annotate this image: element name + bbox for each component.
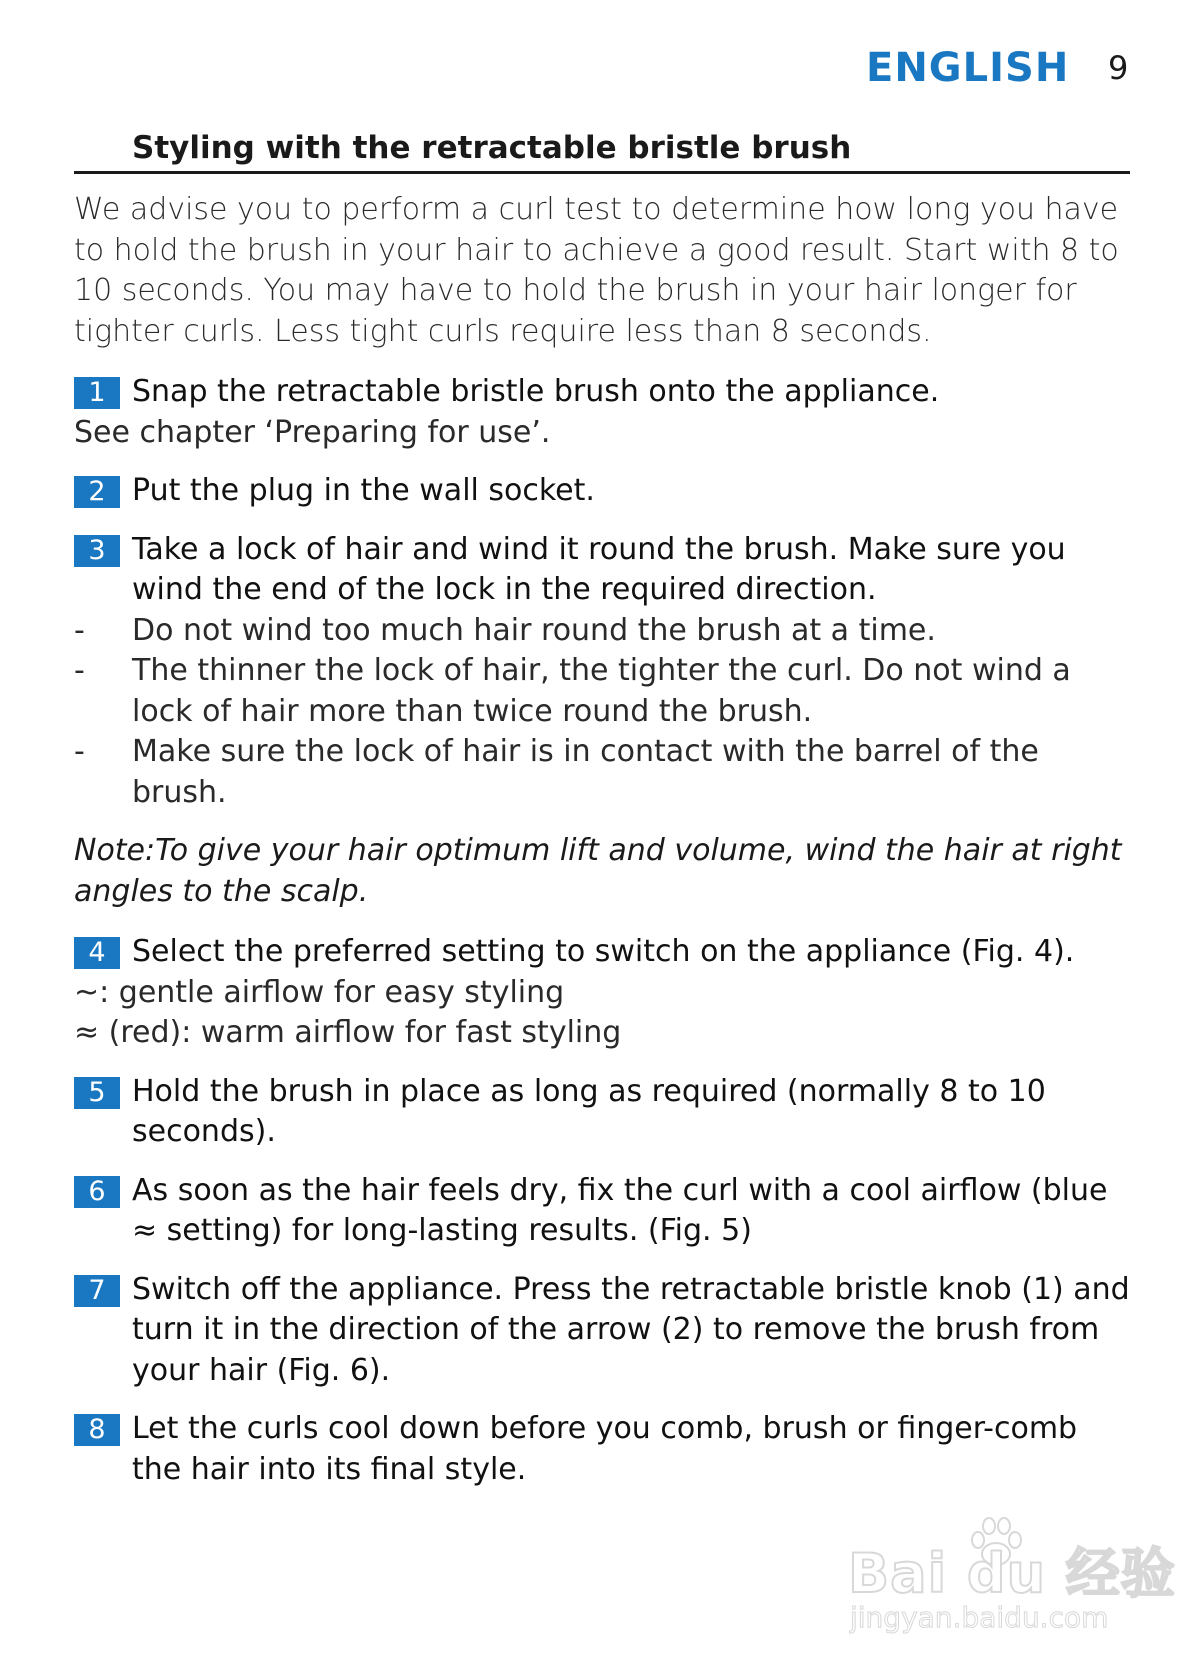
bullet-item <box>74 651 1134 732</box>
step-text: Switch off the appliance. Press the retractable bristle knob (1) and turn it in the direction of the arrow (2) to remove the brush from your hair (Fig. 6). <box>132 1271 1130 1388</box>
step-heading <box>74 530 1134 611</box>
step-4 <box>74 932 1134 1054</box>
step-number-badge: 5 <box>74 1077 120 1109</box>
step-7 <box>74 1270 1134 1392</box>
step-heading <box>74 372 1134 413</box>
step-text: Put the plug in the wall socket. <box>132 473 595 508</box>
step-followup: See chapter ‘Preparing for use’. <box>74 414 551 450</box>
step-text: As soon as the hair feels dry, fix the curl with a cool airflow (blue ≈ setting) for long-lasting results. (Fig. 5) <box>132 1172 1108 1248</box>
baidu-watermark <box>848 1514 1176 1634</box>
step-text: Select the preferred setting to switch on the appliance (Fig. 4). <box>132 934 1075 969</box>
step-heading <box>74 471 1134 512</box>
step-text: Let the curls cool down before you comb, brush or finger-comb the hair into its final style. <box>132 1411 1078 1487</box>
section-title: Styling with the retractable bristle brush <box>132 130 852 166</box>
language-header: ENGLISH <box>866 45 1070 91</box>
note-label: Note: <box>74 833 156 868</box>
step-8 <box>74 1409 1134 1490</box>
bullet-item <box>74 732 1134 813</box>
note-text: To give your hair optimum lift and volume, wind the hair at right angles to the scalp. <box>74 833 1122 909</box>
step-2 <box>74 471 1134 512</box>
bullet-item <box>74 611 1134 652</box>
step-number-badge: 6 <box>74 1176 120 1208</box>
step-text: Snap the retractable bristle brush onto the appliance. <box>132 374 940 409</box>
step-heading <box>74 1171 1134 1252</box>
step-heading <box>74 1072 1134 1153</box>
bullet-dash: - <box>74 653 85 688</box>
step-5 <box>74 1072 1134 1153</box>
setting-gentle: ~: gentle airflow for easy styling <box>74 974 565 1010</box>
setting-warm: ≈ (red): warm airflow for fast styling <box>74 1015 622 1050</box>
step-heading <box>74 932 1134 973</box>
watermark-logo-text: Bai du 经验 <box>848 1542 1176 1605</box>
content-body <box>74 190 1134 1508</box>
step-1 <box>74 372 1134 453</box>
step-text: Hold the brush in place as long as required (normally 8 to 10 seconds). <box>132 1073 1046 1149</box>
bullet-text: Do not wind too much hair round the brush at a time. <box>132 612 936 648</box>
step-number-badge: 3 <box>74 535 120 567</box>
step-number-badge: 1 <box>74 377 120 409</box>
step-heading <box>74 1270 1134 1392</box>
intro-paragraph: We advise you to perform a curl test to determine how long you have to hold the brush in your hair to achieve a good result. Start with 8 to 10 seconds. You may have to hold the brush in your hair longer for tighter curls. Less tight curls require less than 8 seconds. <box>74 192 1119 349</box>
step-heading <box>74 1409 1134 1490</box>
note-paragraph <box>74 831 1134 912</box>
step-text: Take a lock of hair and wind it round the brush. Make sure you wind the end of the lock in the required direction. <box>132 531 1066 607</box>
title-divider <box>74 171 1130 174</box>
step-number-badge: 2 <box>74 476 120 508</box>
page-number: 9 <box>1108 49 1129 87</box>
bullet-dash: - <box>74 734 85 769</box>
bullet-dash: - <box>74 612 85 648</box>
step-number-badge: 7 <box>74 1275 120 1307</box>
step-6 <box>74 1171 1134 1252</box>
step-number-badge: 4 <box>74 937 120 969</box>
step-number-badge: 8 <box>74 1414 120 1446</box>
bullet-text: Make sure the lock of hair is in contact with the barrel of the brush. <box>132 734 1039 810</box>
watermark-url: jingyan.baidu.com <box>850 1601 1109 1634</box>
step-3 <box>74 530 1134 814</box>
bullet-text: The thinner the lock of hair, the tighter the curl. Do not wind a lock of hair more than twice round the brush. <box>132 653 1071 729</box>
